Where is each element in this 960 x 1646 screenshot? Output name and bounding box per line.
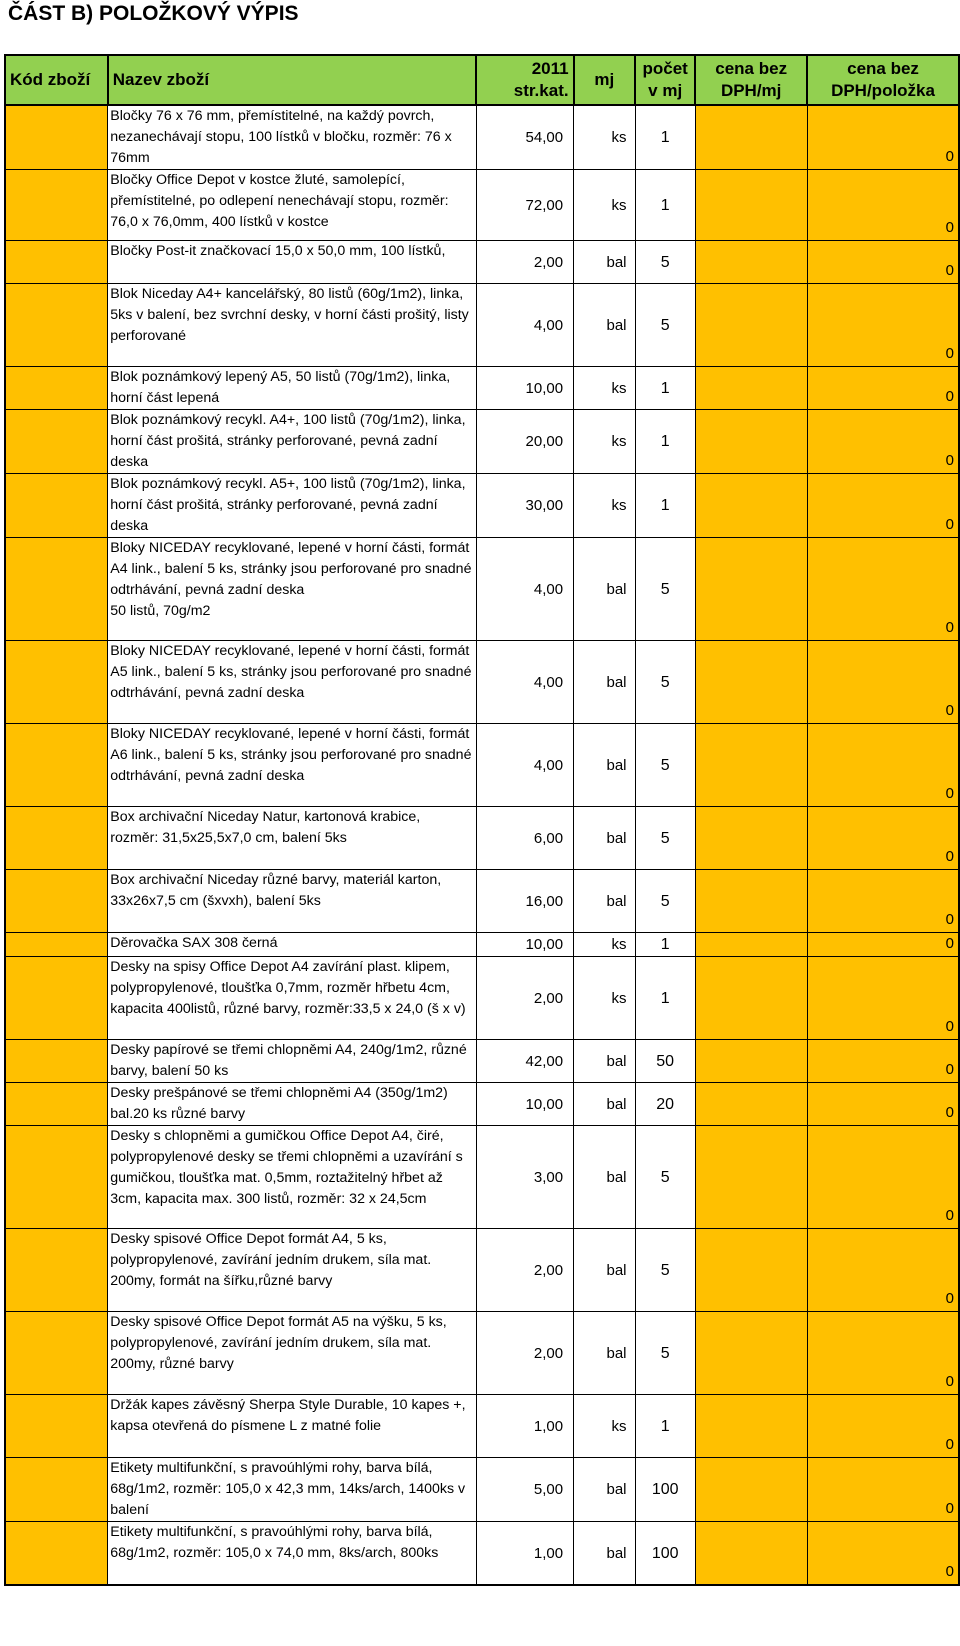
item-count: 5	[635, 870, 695, 933]
unit-price-cell[interactable]	[695, 241, 807, 284]
item-code-cell[interactable]	[5, 641, 108, 724]
item-count: 5	[635, 1229, 695, 1312]
item-count: 5	[635, 724, 695, 807]
item-total: 0	[807, 1458, 959, 1522]
item-count: 1	[635, 474, 695, 538]
item-total: 0	[807, 1395, 959, 1458]
unit-price-cell[interactable]	[695, 410, 807, 474]
item-name: Bločky 76 x 76 mm, přemístitelné, na každý povrch, nezanechávají stopu, 100 lístků v bločku, rozměr: 76 x 76mm	[108, 105, 477, 170]
item-unit: bal	[574, 1229, 635, 1312]
table-row	[5, 933, 959, 957]
item-unit: ks	[574, 367, 635, 410]
item-name: Desky na spisy Office Depot A4 zavírání plast. klipem, polypropylenové, tloušťka 0,7mm, rozměr hřbetu 4cm, kapacita 400listů, různé barvy, rozměr:33,5 x 24,0 (š x v)	[108, 957, 477, 1040]
unit-price-cell[interactable]	[695, 1458, 807, 1522]
item-total: 0	[807, 1040, 959, 1083]
item-price: 5,00	[476, 1458, 573, 1522]
item-total: 0	[807, 1229, 959, 1312]
unit-price-cell[interactable]	[695, 284, 807, 367]
item-count: 5	[635, 538, 695, 641]
unit-price-cell[interactable]	[695, 367, 807, 410]
item-name: Děrovačka SAX 308 černá	[108, 933, 477, 957]
unit-price-cell[interactable]	[695, 1083, 807, 1126]
item-name: Bloky NICEDAY recyklované, lepené v horní části, formát A5 link., balení 5 ks, stránky jsou perforované pro snadné odtrhávání, pevná zadní deska	[108, 641, 477, 724]
item-code-cell[interactable]	[5, 957, 108, 1040]
header-unit-price: cena bez DPH/mj	[695, 55, 807, 105]
item-name: Desky prešpánové se třemi chlopněmi A4 (350g/1m2) bal.20 ks různé barvy	[108, 1083, 477, 1126]
item-count: 50	[635, 1040, 695, 1083]
item-count: 5	[635, 1126, 695, 1229]
item-total: 0	[807, 241, 959, 284]
item-total: 0	[807, 807, 959, 870]
item-price: 6,00	[476, 807, 573, 870]
table-row	[5, 724, 959, 807]
table-row	[5, 241, 959, 284]
item-unit: bal	[574, 284, 635, 367]
unit-price-cell[interactable]	[695, 105, 807, 170]
table-row	[5, 1040, 959, 1083]
item-count: 1	[635, 105, 695, 170]
item-count: 20	[635, 1083, 695, 1126]
item-count: 1	[635, 957, 695, 1040]
item-code-cell[interactable]	[5, 241, 108, 284]
item-price: 4,00	[476, 641, 573, 724]
item-code-cell[interactable]	[5, 1522, 108, 1586]
item-name: Bločky Post-it značkovací 15,0 x 50,0 mm, 100 lístků,	[108, 241, 477, 284]
item-price: 4,00	[476, 724, 573, 807]
item-unit: ks	[574, 170, 635, 241]
item-unit: ks	[574, 474, 635, 538]
unit-price-cell[interactable]	[695, 933, 807, 957]
unit-price-cell[interactable]	[695, 957, 807, 1040]
header-unit: mj	[574, 55, 635, 105]
item-total: 0	[807, 410, 959, 474]
item-unit: bal	[574, 1126, 635, 1229]
item-unit: bal	[574, 1458, 635, 1522]
table-row	[5, 1395, 959, 1458]
table-row	[5, 410, 959, 474]
item-count: 5	[635, 641, 695, 724]
item-price: 42,00	[476, 1040, 573, 1083]
item-total: 0	[807, 1083, 959, 1126]
item-unit: ks	[574, 957, 635, 1040]
item-name: Box archivační Niceday Natur, kartonová krabice, rozměr: 31,5x25,5x7,0 cm, balení 5ks	[108, 807, 477, 870]
unit-price-cell[interactable]	[695, 1229, 807, 1312]
item-name: Bločky Office Depot v kostce žluté, samolepící, přemístitelné, po odlepení nenechávají stopu, rozměr: 76,0 x 76,0mm, 400 lístků v kostce	[108, 170, 477, 241]
table-row	[5, 170, 959, 241]
item-total: 0	[807, 474, 959, 538]
unit-price-cell[interactable]	[695, 170, 807, 241]
item-total: 0	[807, 641, 959, 724]
item-price: 3,00	[476, 1126, 573, 1229]
item-code-cell[interactable]	[5, 1395, 108, 1458]
item-name: Box archivační Niceday různé barvy, materiál karton, 33x26x7,5 cm (šxvxh), balení 5ks	[108, 870, 477, 933]
item-code-cell[interactable]	[5, 724, 108, 807]
table-row	[5, 105, 959, 170]
item-price: 2,00	[476, 1312, 573, 1395]
item-unit: ks	[574, 1395, 635, 1458]
item-unit: bal	[574, 1040, 635, 1083]
unit-price-cell[interactable]	[695, 1522, 807, 1586]
item-name: Blok poznámkový recykl. A4+, 100 listů (70g/1m2), linka, horní část prošitá, stránky perforované, pevná zadní deska	[108, 410, 477, 474]
unit-price-cell[interactable]	[695, 1040, 807, 1083]
item-name: Etikety multifunkční, s pravoúhlými rohy, barva bílá, 68g/1m2, rozměr: 105,0 x 42,3 mm, 14ks/arch, 1400ks v balení	[108, 1458, 477, 1522]
item-code-cell[interactable]	[5, 105, 108, 170]
item-price: 16,00	[476, 870, 573, 933]
item-count: 5	[635, 807, 695, 870]
item-total: 0	[807, 538, 959, 641]
item-price: 1,00	[476, 1522, 573, 1586]
item-code-cell[interactable]	[5, 1126, 108, 1229]
item-code-cell[interactable]	[5, 933, 108, 957]
item-unit: bal	[574, 1083, 635, 1126]
item-name: Desky s chlopněmi a gumičkou Office Depot A4, čiré, polypropylenové desky se třemi chlopněmi a uzavírání s gumičkou, tloušťka mat. 0,5mm, roztažitelný hřbet až 3cm, kapacita max. 300 listů, rozměr: 32 x 24,5cm	[108, 1126, 477, 1229]
item-total: 0	[807, 1312, 959, 1395]
item-total: 0	[807, 870, 959, 933]
item-count: 1	[635, 170, 695, 241]
table-row	[5, 284, 959, 367]
item-price: 10,00	[476, 933, 573, 957]
item-price: 2,00	[476, 1229, 573, 1312]
item-name: Desky papírové se třemi chlopněmi A4, 240g/1m2, různé barvy, balení 50 ks	[108, 1040, 477, 1083]
item-code-cell[interactable]	[5, 1312, 108, 1395]
table-row	[5, 1312, 959, 1395]
unit-price-cell[interactable]	[695, 807, 807, 870]
header-name: Nazev zboží	[108, 55, 477, 105]
item-code-cell[interactable]	[5, 870, 108, 933]
unit-price-cell[interactable]	[695, 474, 807, 538]
item-unit: bal	[574, 538, 635, 641]
item-total: 0	[807, 105, 959, 170]
table-row	[5, 641, 959, 724]
item-unit: bal	[574, 870, 635, 933]
item-total: 0	[807, 367, 959, 410]
item-name: Desky spisové Office Depot formát A4, 5 ks, polypropylenové, zavírání jedním drukem, síla mat. 200my, formát na šířku,různé barvy	[108, 1229, 477, 1312]
item-unit: bal	[574, 807, 635, 870]
table-row	[5, 538, 959, 641]
item-name: Blok Niceday A4+ kancelářský, 80 listů (60g/1m2), linka, 5ks v balení, bez svrchní desky, v horní části prošitý, listy perforované	[108, 284, 477, 367]
item-total: 0	[807, 284, 959, 367]
item-name: Blok poznámkový lepený A5, 50 listů (70g/1m2), linka, horní část lepená	[108, 367, 477, 410]
item-code-cell[interactable]	[5, 410, 108, 474]
item-count: 1	[635, 933, 695, 957]
table-row	[5, 957, 959, 1040]
item-count: 100	[635, 1522, 695, 1586]
item-count: 5	[635, 284, 695, 367]
header-total-price: cena bez DPH/položka	[807, 55, 959, 105]
item-count: 5	[635, 241, 695, 284]
table-row	[5, 1522, 959, 1586]
item-code-cell[interactable]	[5, 284, 108, 367]
item-price: 10,00	[476, 1083, 573, 1126]
item-unit: bal	[574, 724, 635, 807]
item-name: Etikety multifunkční, s pravoúhlými rohy, barva bílá, 68g/1m2, rozměr: 105,0 x 74,0 mm, 8ks/arch, 800ks	[108, 1522, 477, 1586]
item-name: Desky spisové Office Depot formát A5 na výšku, 5 ks, polypropylenové, zavírání jedním drukem, síla mat. 200my, různé barvy	[108, 1312, 477, 1395]
item-name: Blok poznámkový recykl. A5+, 100 listů (70g/1m2), linka, horní část prošitá, stránky perforované, pevná zadní deska	[108, 474, 477, 538]
item-price: 72,00	[476, 170, 573, 241]
table-row	[5, 1126, 959, 1229]
table-row	[5, 1229, 959, 1312]
item-count: 1	[635, 410, 695, 474]
item-unit: bal	[574, 1312, 635, 1395]
item-price: 2,00	[476, 241, 573, 284]
item-unit: bal	[574, 1522, 635, 1586]
unit-price-cell[interactable]	[695, 1312, 807, 1395]
unit-price-cell[interactable]	[695, 641, 807, 724]
item-code-cell[interactable]	[5, 1458, 108, 1522]
item-unit: bal	[574, 241, 635, 284]
item-price: 1,00	[476, 1395, 573, 1458]
item-code-cell[interactable]	[5, 1229, 108, 1312]
item-count: 100	[635, 1458, 695, 1522]
header-price: 2011 str.kat.	[476, 55, 573, 105]
item-count: 5	[635, 1312, 695, 1395]
table-row	[5, 474, 959, 538]
item-price: 30,00	[476, 474, 573, 538]
item-code-cell[interactable]	[5, 807, 108, 870]
item-code-cell[interactable]	[5, 170, 108, 241]
item-total: 0	[807, 933, 959, 957]
table-row	[5, 367, 959, 410]
table-row	[5, 1083, 959, 1126]
page-title: ČÁST B) POLOŽKOVÝ VÝPIS	[8, 2, 299, 25]
unit-price-cell[interactable]	[695, 538, 807, 641]
item-price: 10,00	[476, 367, 573, 410]
item-code-cell[interactable]	[5, 538, 108, 641]
item-table	[4, 54, 960, 1586]
item-code-cell[interactable]	[5, 1040, 108, 1083]
item-total: 0	[807, 1126, 959, 1229]
table-header-row	[5, 55, 959, 105]
item-code-cell[interactable]	[5, 474, 108, 538]
item-price: 54,00	[476, 105, 573, 170]
item-name: Bloky NICEDAY recyklované, lepené v horní části, formát A4 link., balení 5 ks, stránky jsou perforované pro snadné odtrhávání, pevná zadní deska 50 listů, 70g/m2	[108, 538, 477, 641]
item-price: 4,00	[476, 538, 573, 641]
item-price: 4,00	[476, 284, 573, 367]
unit-price-cell[interactable]	[695, 1126, 807, 1229]
item-unit: bal	[574, 641, 635, 724]
item-count: 1	[635, 1395, 695, 1458]
item-count: 1	[635, 367, 695, 410]
item-name: Bloky NICEDAY recyklované, lepené v horní části, formát A6 link., balení 5 ks, stránky jsou perforované pro snadné odtrhávání, pevná zadní deska	[108, 724, 477, 807]
table-row	[5, 870, 959, 933]
unit-price-cell[interactable]	[695, 724, 807, 807]
unit-price-cell[interactable]	[695, 1395, 807, 1458]
item-total: 0	[807, 957, 959, 1040]
unit-price-cell[interactable]	[695, 870, 807, 933]
item-name: Držák kapes závěsný Sherpa Style Durable, 10 kapes +, kapsa otevřená do písmene L z matné folie	[108, 1395, 477, 1458]
item-unit: ks	[574, 410, 635, 474]
item-total: 0	[807, 170, 959, 241]
item-code-cell[interactable]	[5, 367, 108, 410]
item-total: 0	[807, 724, 959, 807]
header-code: Kód zboží	[5, 55, 108, 105]
table-row	[5, 1458, 959, 1522]
item-price: 20,00	[476, 410, 573, 474]
item-code-cell[interactable]	[5, 1083, 108, 1126]
item-unit: ks	[574, 933, 635, 957]
table-row	[5, 807, 959, 870]
item-total: 0	[807, 1522, 959, 1586]
item-price: 2,00	[476, 957, 573, 1040]
item-unit: ks	[574, 105, 635, 170]
header-count: počet v mj	[635, 55, 695, 105]
